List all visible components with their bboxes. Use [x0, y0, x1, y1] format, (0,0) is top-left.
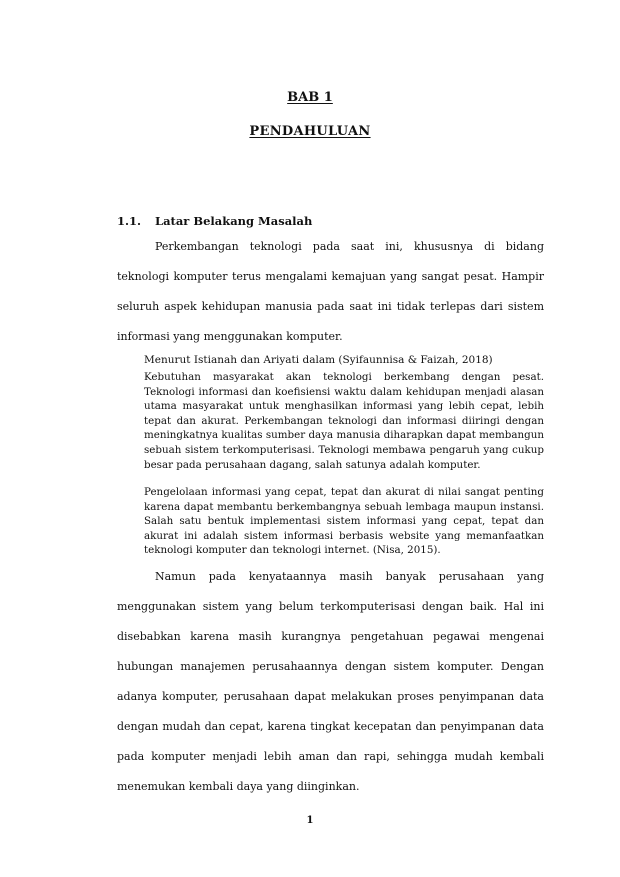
section-number: 1.1. — [117, 214, 142, 228]
block-quote-2: Pengelolaan informasi yang cepat, tepat dan akurat di nilai sangat penting karena dapat membantu berkembangnya sebuah lembaga maupun instansi. Salah satu bentuk implementasi sistem informasi yang cepat, tepat dan akurat ini adalah sistem informasi berbasis website yang memanfaatkan teknologi komputer dan teknologi internet. (Nisa, 2015). — [144, 486, 544, 557]
section-title: Latar Belakang Masalah — [155, 214, 313, 228]
quote-intro: Menurut Istianah dan Ariyati dalam (Syifaunnisa & Faizah, 2018) — [144, 354, 493, 366]
page-number: 1 — [306, 815, 314, 826]
section-heading — [117, 214, 312, 228]
closing-paragraph: Namun pada kenyataannya masih banyak perusahaan yang menggunakan sistem yang belum terkomputerisasi dengan baik. Hal ini disebabkan karena masih kurangnya pengetahuan pegawai mengenai hubungan manajemen perusahaannya dengan sistem komputer. Dengan adanya komputer, perusahaan dapat melakukan proses penyimpanan data dengan mudah dan cepat, karena tingkat kecepatan dan penyimpanan data pada komputer menjadi lebih aman dan rapi, sehingga mudah kembali menemukan kembali daya yang diinginkan. — [117, 570, 544, 793]
intro-paragraph: Perkembangan teknologi pada saat ini, khususnya di bidang teknologi komputer terus mengalami kemajuan yang sangat pesat. Hampir seluruh aspek kehidupan manusia pada saat ini tidak terlepas dari sistem informasi yang menggunakan komputer. — [117, 240, 544, 343]
chapter-number: BAB 1 — [287, 90, 333, 105]
block-quote-1: Kebutuhan masyarakat akan teknologi berkembang dengan pesat. Teknologi informasi dan koefisiensi waktu dalam kehidupan menjadi alasan utama masyarakat untuk menghasilkan informasi yang lebih cepat, lebih tepat dan akurat. Perkembangan teknologi dan informasi diiringi dengan meningkatnya kualitas sumber daya manusia diharapkan dapat membangun sebuah sistem terkomputerisasi. Teknologi membawa pengaruh yang cukup besar pada perusahaan dagang, salah satunya adalah komputer. — [144, 371, 544, 471]
chapter-title: PENDAHULUAN — [249, 124, 371, 139]
